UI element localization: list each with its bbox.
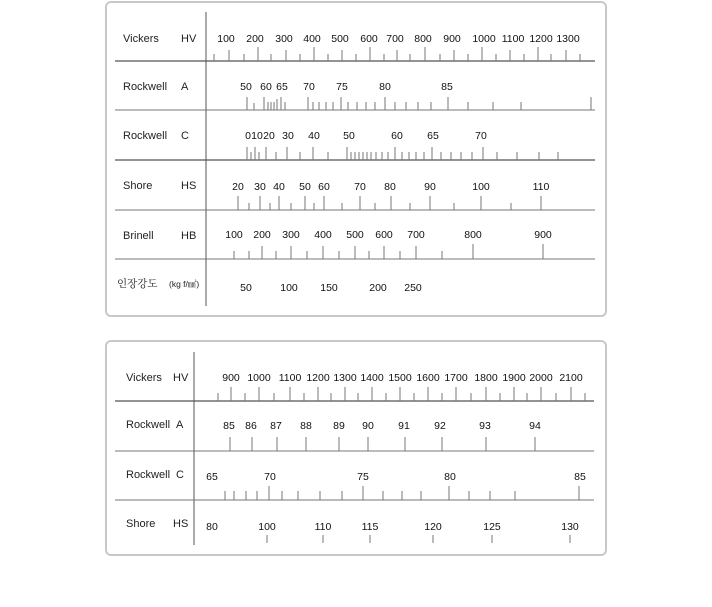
scale-number: 600 [360, 33, 378, 45]
scale-number: 50 [240, 81, 252, 93]
scale-number: 70 [475, 130, 487, 142]
scale-number: 88 [300, 420, 312, 432]
scale-number: 90 [424, 181, 436, 193]
scale-number: 60 [260, 81, 272, 93]
scale-number: 80 [206, 521, 218, 533]
scale-number: 500 [346, 229, 364, 241]
row-unit-kgf-mm2: (kg f/㎟) [169, 279, 200, 289]
scale-number: 1500 [388, 372, 412, 384]
scale-number: 50 [240, 282, 252, 294]
row-unit-hb: HB [181, 230, 197, 242]
scale-number: 87 [270, 420, 282, 432]
scale-number: 300 [275, 33, 293, 45]
scale-number: 1400 [360, 372, 384, 384]
scale-number: 100 [217, 33, 235, 45]
scale-number: 200 [246, 33, 264, 45]
scale-number: 250 [404, 282, 422, 294]
scale-number: 60 [318, 181, 330, 193]
scale-number: 300 [282, 229, 300, 241]
scale-number: 40 [273, 181, 285, 193]
scale-number: 85 [223, 420, 235, 432]
scale-number: 10 [251, 130, 263, 142]
scale-number: 1200 [529, 33, 553, 45]
scale-number: 40 [308, 130, 320, 142]
scale-number: 65 [206, 471, 218, 483]
scale-number: 130 [561, 521, 579, 533]
scale-number: 900 [222, 372, 240, 384]
scale-number: 85 [574, 471, 586, 483]
scale-number: 1600 [416, 372, 440, 384]
scale-number: 1000 [247, 372, 271, 384]
scale-number: 100 [472, 181, 490, 193]
scale-number: 700 [386, 33, 404, 45]
scale-number: 200 [253, 229, 271, 241]
scale-number: 400 [303, 33, 321, 45]
scale-number: 900 [443, 33, 461, 45]
scale-number: 1100 [501, 33, 525, 45]
scale-number: 50 [343, 130, 355, 142]
scale-number: 1300 [333, 372, 357, 384]
scale-number: 100 [280, 282, 298, 294]
scale-number: 150 [320, 282, 338, 294]
scale-number: 120 [424, 521, 442, 533]
scale-number: 94 [529, 420, 541, 432]
scale-number: 92 [434, 420, 446, 432]
scale-number: 1300 [556, 33, 580, 45]
scale-number: 60 [391, 130, 403, 142]
scale-number: 70 [264, 471, 276, 483]
scale-number: 115 [361, 521, 379, 533]
scale-number: 1700 [444, 372, 468, 384]
row-label-shore: Shore [123, 180, 153, 192]
scale-number: 0 [245, 130, 251, 142]
scale-number: 50 [299, 181, 311, 193]
row-unit-hs: HS [181, 180, 197, 192]
scale-number: 1900 [502, 372, 526, 384]
row-label-brinell: Brinell [123, 230, 154, 242]
lower-table [115, 352, 594, 545]
scale-number: 86 [245, 420, 257, 432]
scale-number: 75 [357, 471, 369, 483]
row-label-rockwell-c: Rockwell [123, 130, 168, 142]
scale-number: 2000 [529, 372, 553, 384]
scale-number: 85 [441, 81, 453, 93]
scale-number: 65 [276, 81, 288, 93]
scale-number: 80 [379, 81, 391, 93]
scale-number: 70 [354, 181, 366, 193]
scale-number: 30 [282, 130, 294, 142]
scale-number: 1000 [472, 33, 496, 45]
scale-number: 110 [532, 181, 550, 193]
scale-number: 2100 [559, 372, 583, 384]
scale-number: 90 [362, 420, 374, 432]
row-unit-a: A [176, 419, 184, 431]
row-unit-a: A [181, 81, 189, 93]
scale-number: 80 [444, 471, 456, 483]
scale-number: 80 [384, 181, 396, 193]
row-label-rockwell-c: Rockwell [126, 469, 171, 481]
scale-number: 30 [254, 181, 266, 193]
scale-number: 400 [314, 229, 332, 241]
scale-number: 20 [232, 181, 244, 193]
scale-number: 110 [314, 521, 332, 533]
scale-number: 700 [407, 229, 425, 241]
scale-number: 75 [336, 81, 348, 93]
scale-number: 800 [414, 33, 432, 45]
row-label-tensile-strength: 인장강도 [117, 278, 158, 290]
scale-number: 1100 [278, 372, 302, 384]
scale-number: 200 [369, 282, 387, 294]
row-label-rockwell-a: Rockwell [123, 81, 168, 93]
row-unit-c: C [181, 130, 189, 142]
scale-number: 65 [427, 130, 439, 142]
scale-number: 100 [225, 229, 243, 241]
scale-number: 20 [263, 130, 275, 142]
row-unit-hv: HV [173, 372, 189, 384]
scale-number: 89 [333, 420, 345, 432]
scale-number: 1200 [306, 372, 330, 384]
row-label-shore: Shore [126, 518, 156, 530]
row-label-vickers: Vickers [126, 372, 162, 384]
scale-number: 70 [303, 81, 315, 93]
scale-number: 600 [375, 229, 393, 241]
row-label-rockwell-a: Rockwell [126, 419, 171, 431]
upper-table [115, 12, 595, 306]
scale-number: 100 [258, 521, 276, 533]
scale-number: 900 [534, 229, 552, 241]
row-unit-hs: HS [173, 518, 189, 530]
row-label-vickers: Vickers [123, 33, 159, 45]
scale-number: 125 [483, 521, 501, 533]
scale-number: 800 [464, 229, 482, 241]
scale-number: 500 [331, 33, 349, 45]
row-unit-c: C [176, 469, 184, 481]
scale-number: 93 [479, 420, 491, 432]
scale-number: 1800 [474, 372, 498, 384]
scale-number: 91 [398, 420, 410, 432]
row-unit-hv: HV [181, 33, 197, 45]
